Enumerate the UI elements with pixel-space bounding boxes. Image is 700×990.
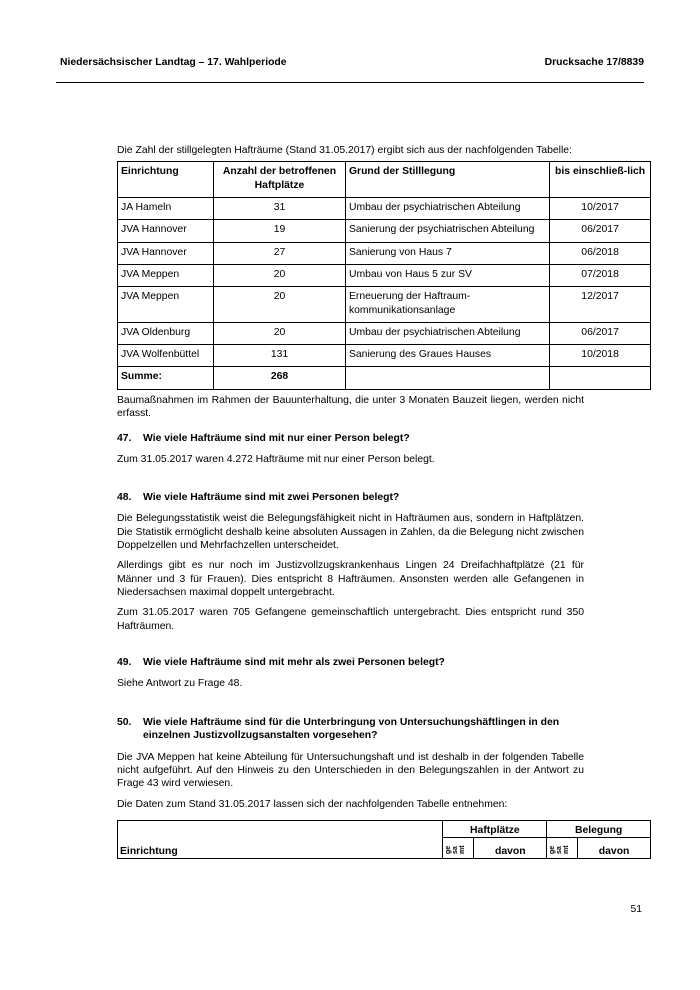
sum-label: Summe: — [118, 367, 214, 389]
q48-paragraph-3: Zum 31.05.2017 waren 705 Gefangene gemeinschaftlich untergebracht. Dies entspricht rund 350 Hafträumen. — [117, 607, 584, 632]
cell: JVA Hannover — [118, 220, 214, 242]
header-right: Drucksache 17/8839 — [544, 57, 644, 68]
q48-question: Wie viele Hafträume sind mit zwei Personen belegt? — [143, 492, 400, 503]
th-einrichtung: Einrichtung — [118, 162, 214, 198]
page-number: 51 — [630, 904, 642, 915]
q50-question: Wie viele Hafträume sind für die Unterbringung von Untersuchungshäftlingen in den einzelnen Justizvollzugsanstalten vorgesehen? — [143, 717, 560, 742]
cell: Sanierung von Haus 7 — [345, 242, 549, 264]
cell: JVA Oldenburg — [118, 322, 214, 344]
question-49 — [117, 656, 584, 698]
cell: 31 — [214, 197, 346, 219]
q48-number: 48. — [117, 492, 132, 503]
cell: JVA Wolfenbüttel — [118, 345, 214, 367]
th-einrichtung: Einrichtung — [118, 820, 443, 858]
table-row — [118, 220, 651, 242]
th-bis: bis einschließ-lich — [550, 162, 651, 198]
cell: Sanierung der psychiatrischen Abteilung — [345, 220, 549, 242]
table-header-row — [118, 820, 651, 837]
th-grund: Grund der Stilllegung — [345, 162, 549, 198]
th-davon-1: davon — [474, 837, 547, 858]
table-row — [118, 322, 651, 344]
cell: 12/2017 — [550, 287, 651, 323]
cell: Umbau der psychiatrischen Abteilung — [345, 322, 549, 344]
cell: 10/2018 — [550, 345, 651, 367]
cell: 06/2018 — [550, 242, 651, 264]
cell: JA Hameln — [118, 197, 214, 219]
table-note: Baumaßnahmen im Rahmen der Bauunterhaltung, die unter 3 Monaten Bauzeit liegen, werden nicht erfasst. — [117, 394, 584, 420]
q49-answer: Siehe Antwort zu Frage 48. — [117, 678, 243, 690]
cell: Sanierung des Graues Hauses — [345, 345, 549, 367]
q47-question: Wie viele Hafträume sind mit nur einer Person belegt? — [143, 433, 410, 444]
q47-answer: Zum 31.05.2017 waren 4.272 Hafträume mit nur einer Person belegt. — [117, 454, 435, 466]
cell: 06/2017 — [550, 322, 651, 344]
th-anzahl: Anzahl der betroffenen Haftplätze — [214, 162, 346, 198]
detention-table — [117, 820, 651, 859]
table-row — [118, 264, 651, 286]
th-haftplaetze: Haftplätze — [443, 820, 547, 837]
header-rule — [56, 82, 644, 83]
q48-paragraph-2: Allerdings gibt es nur noch im Justizvollzugskrankenhaus Lingen 24 Dreifachhaftplätze (21 für Männer und 3 für Frauen). Dies entspricht 8 Hafträumen. Ansonsten werden alle Gefangenen in Niedersachsen maximal doppelt untergebracht. — [117, 560, 584, 598]
cell: 10/2017 — [550, 197, 651, 219]
cell: 06/2017 — [550, 220, 651, 242]
header-left: Niedersächsischer Landtag – 17. Wahlperiode — [60, 57, 287, 68]
q50-paragraph-1: Die JVA Meppen hat keine Abteilung für Untersuchungshaft und ist deshalb in der folgenden Tabelle nicht aufgeführt. Auf den Hinweis zu den Unterschieden in den Belegungszahlen in der Antwort zu Frage 43 wird verwiesen. — [117, 751, 584, 790]
cell: JVA Hannover — [118, 242, 214, 264]
th-belegung: Belegung — [547, 820, 651, 837]
cell: Umbau der psychiatrischen Abteilung — [345, 197, 549, 219]
th-davon-2: davon — [578, 837, 651, 858]
question-48 — [117, 491, 584, 640]
intro-text: Die Zahl der stillgelegten Hafträume (Stand 31.05.2017) ergibt sich aus der nachfolgenden Tabelle: — [117, 145, 572, 156]
table-row — [118, 197, 651, 219]
cell: 20 — [214, 322, 346, 344]
q50-number: 50. — [117, 717, 132, 728]
table-row — [118, 242, 651, 264]
cell — [550, 367, 651, 389]
cell: 20 — [214, 287, 346, 323]
table-row — [118, 345, 651, 367]
table-header-row — [118, 162, 651, 198]
cell: 131 — [214, 345, 346, 367]
q48-paragraph-1: Die Belegungsstatistik weist die Belegungsfähigkeit nicht in Hafträumen aus, sondern in Haftplätzen. Die Statistik ermöglicht deshalb keine absoluten Aussagen in Zahlen, da die Belegung nicht zwischen Doppelzellen und Mehrfachzellen unterscheidet. — [117, 513, 584, 551]
th-gesamt-2: ge sa mt — [549, 845, 571, 854]
cell: JVA Meppen — [118, 264, 214, 286]
question-47 — [117, 432, 584, 474]
cell — [345, 367, 549, 389]
table-row — [118, 287, 651, 323]
q50-paragraph-2: Die Daten zum Stand 31.05.2017 lassen sich der nachfolgenden Tabelle entnehmen: — [117, 798, 508, 810]
cell: Erneuerung der Haftraum-kommunikationsanlage — [345, 287, 549, 323]
cell: 27 — [214, 242, 346, 264]
cell: 20 — [214, 264, 346, 286]
closed-cells-table — [117, 161, 651, 389]
section-closed-cells — [117, 144, 646, 420]
cell: Umbau von Haus 5 zur SV — [345, 264, 549, 286]
sum-value: 268 — [214, 367, 346, 389]
cell: JVA Meppen — [118, 287, 214, 323]
question-50 — [117, 716, 630, 859]
q47-number: 47. — [117, 433, 132, 444]
table-sum-row — [118, 367, 651, 389]
q49-question: Wie viele Hafträume sind mit mehr als zwei Personen belegt? — [143, 657, 445, 668]
th-gesamt-1: ge sa mt — [445, 845, 467, 854]
q49-number: 49. — [117, 657, 132, 668]
cell: 07/2018 — [550, 264, 651, 286]
cell: 19 — [214, 220, 346, 242]
